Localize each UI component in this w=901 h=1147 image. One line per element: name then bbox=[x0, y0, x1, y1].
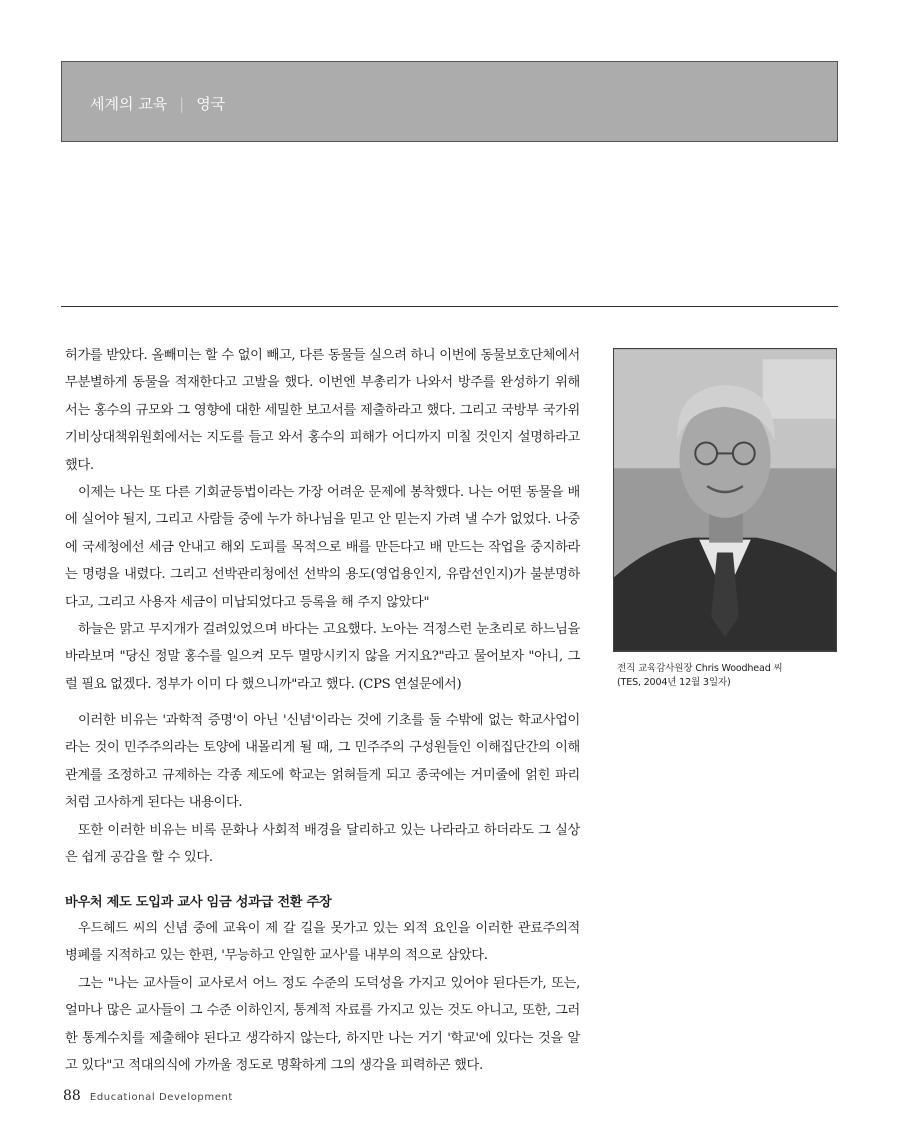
header-country: 영국 bbox=[196, 95, 226, 113]
paragraph: 이제는 나는 또 다른 기회균등법이라는 가장 어려운 문제에 봉착했다. 나는 어떤 동물을 배에 실어야 될지, 그리고 사람들 중에 누가 하나님을 믿고 안 믿는지 가려 낼 수가 없었다. 나중에 국세청에선 세금 안내고 해외 도피를 목적으로 배를 만든다고 배 만드는 작업을 중지하라는 명령을 내렸다. 그리고 선박관리청에선 선박의 용도(영업용인지, 유람선인지)가 불분명하다고, 그리고 사용자 세금이 미납되었다고 등록을 해 주지 않았다" bbox=[65, 485, 580, 610]
article-block-2 bbox=[65, 707, 580, 871]
header-title bbox=[90, 93, 225, 114]
article-block-1 bbox=[65, 342, 580, 698]
header-divider bbox=[61, 306, 838, 307]
section-header bbox=[61, 61, 838, 142]
portrait-photo bbox=[613, 348, 837, 652]
portrait-illustration bbox=[614, 349, 836, 651]
paragraph: 또한 이러한 비유는 비록 문화나 사회적 배경을 달리하고 있는 나라라고 하더라도 그 실상은 쉽게 공감을 할 수 있다. bbox=[65, 822, 580, 866]
header-section: 세계의 교육 bbox=[90, 95, 168, 113]
page-number: 88 bbox=[63, 1088, 81, 1104]
paragraph: 우드헤드 씨의 신념 중에 교육이 제 갈 길을 못가고 있는 외적 요인을 이러한 관료주의적 병폐를 지적하고 있는 한편, '무능하고 안일한 교사'를 내부의 적으로 삼았다. bbox=[65, 921, 580, 964]
caption-source: (TES, 2004년 12월 3일자) bbox=[617, 677, 731, 688]
photo-caption bbox=[617, 662, 847, 690]
section-subheading: 바우처 제도 도입과 교사 임금 성과급 전환 주장 bbox=[65, 895, 332, 910]
publication-name: Educational Development bbox=[89, 1092, 233, 1103]
paragraph: 하늘은 맑고 무지개가 걸려있었으며 바다는 고요했다. 노아는 걱정스런 눈초리로 하느님을 바라보며 "당신 정말 홍수를 일으켜 모두 멸망시키지 않을 거지요?"라고 물어보자 "아니, 그럴 필요 없겠다. 정부가 이미 다 했으니까"라고 했다. (CPS 연설문에서) bbox=[65, 622, 580, 692]
caption-line: 전직 교육감사원장 Chris Woodhead 씨 bbox=[617, 663, 783, 674]
header-separator: | bbox=[179, 95, 185, 113]
page-footer bbox=[63, 1085, 233, 1104]
paragraph: 그는 "나는 교사들이 교사로서 어느 정도 수준의 도덕성을 가지고 있어야 된다든가, 또는, 얼마나 많은 교사들이 그 수준 이하인지, 통계적 자료를 가지고 있는 것도 아니고, 또한, 그러한 통계수치를 제출해야 된다고 생각하지 않는다, 하지만 나는 거기 '학교'에 있다는 것을 알고 있다"고 적대의식에 가까울 정도로 명확하게 그의 생각을 피력하곤 했다. bbox=[65, 975, 580, 1074]
paragraph: 이러한 비유는 '과학적 증명'이 아닌 '신념'이라는 것에 기초를 둘 수밖에 없는 학교사업이라는 것이 민주주의라는 토양에 내몰리게 될 때, 그 민주주의 구성원들인 이해집단간의 이해관계를 조정하고 규제하는 각종 제도에 학교는 얽혀들게 되고 종국에는 거미줄에 얽힌 파리처럼 고사하게 된다는 내용이다. bbox=[65, 713, 580, 811]
article-block-3 bbox=[65, 915, 580, 1079]
paragraph: 허가를 받았다. 올빼미는 할 수 없이 빼고, 다른 동물들 실으려 하니 이번에 동물보호단체에서 무분별하게 동물을 적재한다고 고발을 했다. 이번엔 부총리가 나와서 방주를 완성하기 위해서는 홍수의 규모와 그 영향에 대한 세밀한 보고서를 제출하라고 했다. 그리고 국방부 국가위기비상대책위원회에서는 지도를 들고 와서 홍수의 피해가 어디까지 미칠 것인지 설명하라고 했다. bbox=[65, 348, 580, 473]
